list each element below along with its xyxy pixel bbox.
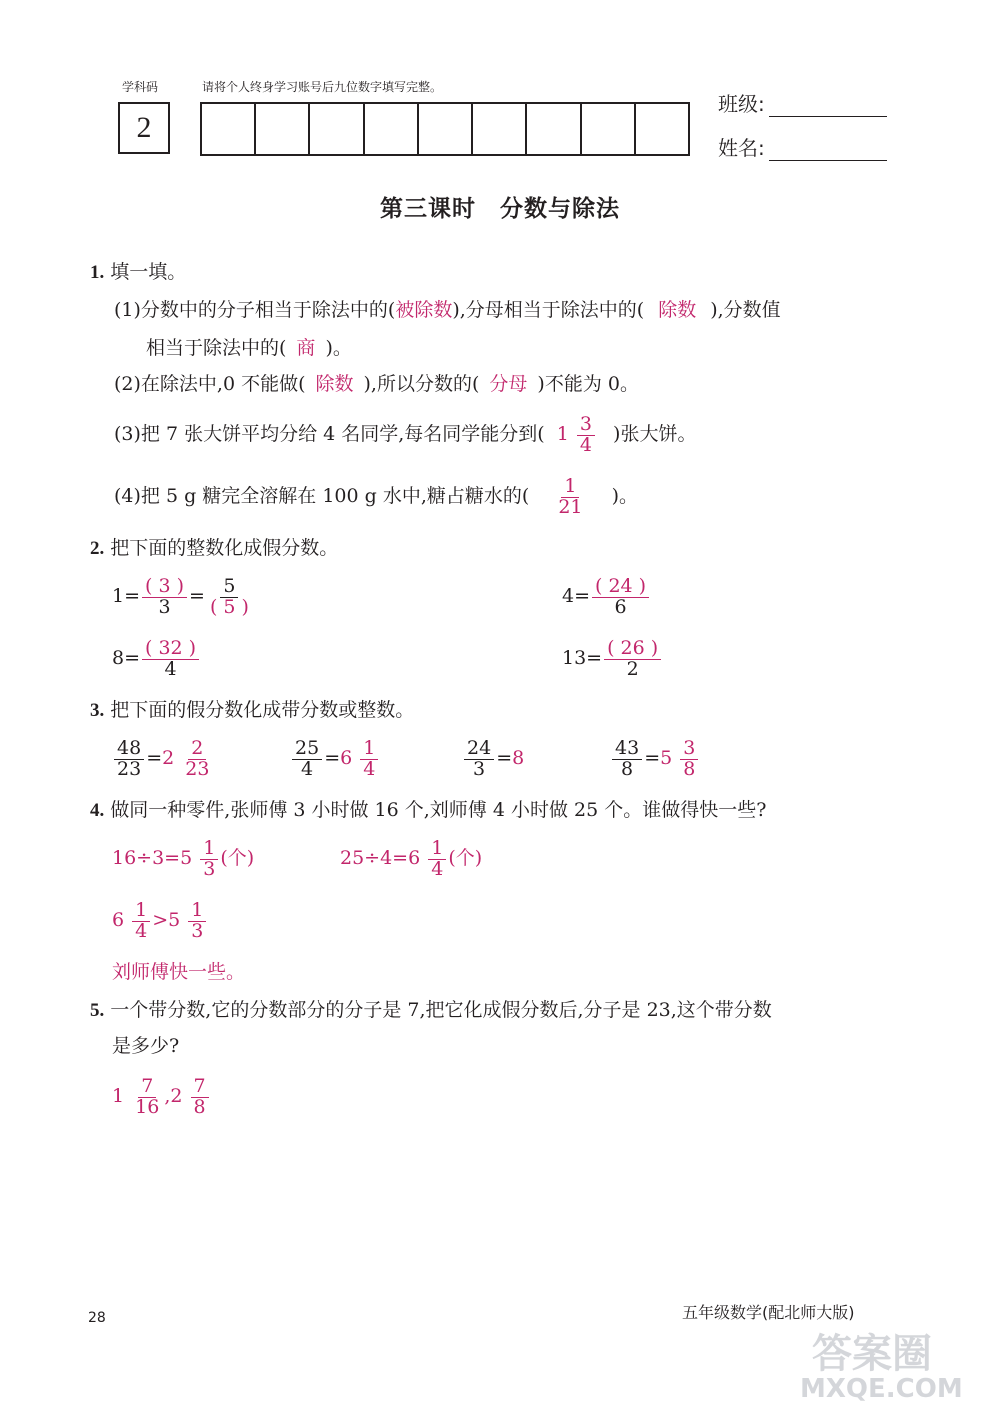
answer-fraction [132, 1074, 162, 1118]
q2-stem [90, 534, 338, 563]
q2-number: 2. [90, 538, 105, 559]
q5-stem-line1 [90, 996, 772, 1025]
lhs: 13= [562, 647, 603, 669]
q5-stem-line2: 是多少? [112, 1035, 180, 1057]
q1-part4 [114, 474, 638, 518]
q3-item-3: $\frac{24}{3}$ =8 [462, 734, 524, 782]
numerator: ( 26 ) [604, 639, 661, 660]
numerator: ( 24 ) [592, 577, 649, 598]
digit-box[interactable] [202, 104, 254, 154]
denominator: 3 [191, 919, 204, 942]
separator: ,2 [164, 1085, 183, 1107]
q2-item-2 [562, 574, 651, 618]
denominator: 23 [117, 757, 142, 780]
digit-box[interactable] [525, 104, 579, 154]
answer-fraction [200, 836, 218, 880]
lhs: 8= [112, 647, 141, 669]
q4-number: 4. [90, 800, 105, 821]
q4-calc-zhang [112, 836, 254, 880]
answer-whole: 2 [162, 747, 175, 769]
q1-stem [90, 258, 186, 287]
subject-code-label: 学科码 [122, 80, 159, 94]
digit-box[interactable] [417, 104, 471, 154]
q1-p1-text: )。 [325, 337, 352, 359]
answer-dividend: 被除数 [395, 299, 453, 321]
denominator: 16 [135, 1095, 160, 1118]
fraction [592, 574, 649, 618]
equals: = [189, 585, 205, 607]
watermark-logo: 答案圈 [812, 1331, 932, 1377]
account-digit-boxes[interactable] [200, 102, 690, 156]
numerator: 48 [114, 739, 144, 760]
q1-number: 1. [90, 262, 105, 283]
digit-box[interactable] [254, 104, 308, 154]
q5-answer [112, 1074, 211, 1118]
numerator: 2 [188, 739, 206, 760]
answer-fraction [188, 898, 206, 942]
q1-part1-line1 [114, 296, 781, 324]
answer-fraction [555, 474, 585, 518]
numerator: 3 [680, 739, 698, 760]
numerator: ( 3 ) [142, 577, 187, 598]
q1-p3-text: )张大饼。 [613, 423, 697, 445]
q2-item-4 [562, 636, 663, 680]
q1-text: 填一填。 [110, 261, 187, 283]
denominator: 3 [158, 595, 171, 618]
numerator: 1 [200, 839, 218, 860]
denominator: 8 [193, 1095, 206, 1118]
q1-p1-text: 相当于除法中的( [146, 337, 287, 359]
answer-fraction [360, 736, 378, 780]
q4-text: 做同一种零件,张师傅 3 小时做 16 个,刘师傅 4 小时做 25 个。谁做得快一些? [110, 799, 767, 821]
q1-p2-text: ),所以分数的( [363, 373, 480, 395]
numerator: 5 [220, 577, 238, 598]
calc-unit: (个) [448, 847, 483, 869]
numerator: 1 [360, 739, 378, 760]
q1-p1-text: ),分数值 [710, 299, 781, 321]
q1-p1-text: ),分母相当于除法中的( [452, 299, 645, 321]
answer-quotient: 商 [296, 337, 316, 359]
numerator: ( 32 ) [142, 639, 199, 660]
q1-part1-line2 [146, 334, 352, 362]
denominator: 4 [301, 757, 314, 780]
numerator: 1 [428, 839, 446, 860]
answer-fraction [182, 736, 212, 780]
denominator: 3 [203, 857, 216, 880]
name-field[interactable] [718, 132, 887, 161]
improper-fraction [612, 736, 642, 780]
q2-item-1 [112, 574, 254, 618]
account-instruction: 请将个人终身学习账号后九位数字填写完整。 [202, 80, 443, 94]
lhs: 1= [112, 585, 141, 607]
digit-box[interactable] [471, 104, 525, 154]
page-number: 28 [88, 1310, 106, 1326]
q3-item-1: $\frac{48}{23}$ =2 $\frac{2}{23}$ [112, 734, 214, 782]
numerator: 3 [577, 415, 595, 436]
answer-divisor: 除数 [658, 299, 697, 321]
numerator: 1 [188, 901, 206, 922]
whole: 6 [112, 909, 125, 931]
digit-box[interactable] [580, 104, 634, 154]
numerator: 1 [561, 477, 579, 498]
q1-p3-text: (3)把 7 张大饼平均分给 4 名同学,每名同学能分到( [114, 423, 545, 445]
digit-box[interactable] [308, 104, 362, 154]
answer-whole: 6 [340, 747, 353, 769]
class-field[interactable] [718, 88, 887, 117]
name-blank[interactable] [769, 142, 887, 161]
numerator: 7 [138, 1077, 156, 1098]
answer-fraction [428, 836, 446, 880]
answer-mixed-whole: 1 [556, 423, 569, 445]
denominator: ( 5 ) [209, 595, 249, 618]
q1-part2 [114, 370, 639, 398]
denominator: 3 [473, 757, 486, 780]
denominator: 4 [363, 757, 376, 780]
q3-item-4: $\frac{43}{8}$ =5 $\frac{3}{8}$ [610, 734, 700, 782]
class-blank[interactable] [769, 98, 887, 117]
name-label: 姓名: [718, 136, 765, 160]
numerator: 24 [464, 739, 494, 760]
whole: 1 [112, 1085, 125, 1107]
answer-fraction [132, 898, 150, 942]
denominator: 4 [579, 433, 592, 456]
denominator: 8 [621, 757, 634, 780]
q5-number: 5. [90, 1000, 105, 1021]
answer-fraction [191, 1074, 209, 1118]
q5-text: 一个带分数,它的分数部分的分子是 7,把它化成假分数后,分子是 23,这个带分数 [110, 999, 772, 1021]
q3-number: 3. [90, 700, 105, 721]
q3-stem [90, 696, 414, 725]
q2-text: 把下面的整数化成假分数。 [110, 537, 339, 559]
q3-text: 把下面的假分数化成带分数或整数。 [110, 699, 415, 721]
fraction [207, 574, 252, 618]
watermark-url: MXQE.COM [800, 1374, 963, 1404]
denominator: 21 [558, 495, 583, 518]
improper-fraction [292, 736, 322, 780]
subject-code-box: 2 [118, 102, 170, 154]
digit-box[interactable] [363, 104, 417, 154]
comparison-operator: >5 [152, 909, 181, 931]
q4-conclusion: 刘师傅快一些。 [112, 961, 246, 983]
improper-fraction [114, 736, 144, 780]
denominator: 4 [431, 857, 444, 880]
numerator: 25 [292, 739, 322, 760]
answer-fraction [680, 736, 698, 780]
lesson-title: 第三课时 分数与除法 [380, 196, 620, 222]
fraction [604, 636, 661, 680]
answer-divisor-2: 除数 [315, 373, 354, 395]
numerator: 43 [612, 739, 642, 760]
q1-p2-text: (2)在除法中,0 不能做( [114, 373, 306, 395]
q4-comparison [112, 898, 208, 942]
denominator: 23 [185, 757, 210, 780]
answer-whole: 5 [660, 747, 673, 769]
calc-text: 25÷4=6 [340, 847, 421, 869]
q4-stem [90, 796, 766, 825]
class-label: 班级: [718, 92, 765, 116]
q1-p1-text: (1)分数中的分子相当于除法中的( [114, 299, 396, 321]
q1-p4-text: )。 [611, 485, 638, 507]
denominator: 6 [614, 595, 627, 618]
q3-item-2: $\frac{25}{4}$ =6 $\frac{1}{4}$ [290, 734, 380, 782]
q4-calc-liu [340, 836, 482, 880]
q1-part3 [114, 412, 696, 456]
denominator: 4 [135, 919, 148, 942]
digit-box[interactable] [634, 104, 688, 154]
book-title: 五年级数学(配北师大版) [682, 1303, 855, 1322]
q1-p4-text: (4)把 5 g 糖完全溶解在 100 g 水中,糖占糖水的( [114, 485, 530, 507]
improper-fraction [464, 736, 494, 780]
calc-unit: (个) [220, 847, 255, 869]
lhs: 4= [562, 585, 591, 607]
calc-text: 16÷3=5 [112, 847, 193, 869]
answer-whole: 8 [512, 747, 525, 769]
answer-denominator: 分母 [489, 373, 528, 395]
q1-p2-text: )不能为 0。 [537, 373, 639, 395]
numerator: 7 [191, 1077, 209, 1098]
denominator: 2 [626, 657, 639, 680]
answer-fraction [577, 412, 595, 456]
denominator: 4 [164, 657, 177, 680]
q2-item-3 [112, 636, 201, 680]
denominator: 8 [683, 757, 696, 780]
fraction [142, 636, 199, 680]
fraction [142, 574, 187, 618]
numerator: 1 [132, 901, 150, 922]
